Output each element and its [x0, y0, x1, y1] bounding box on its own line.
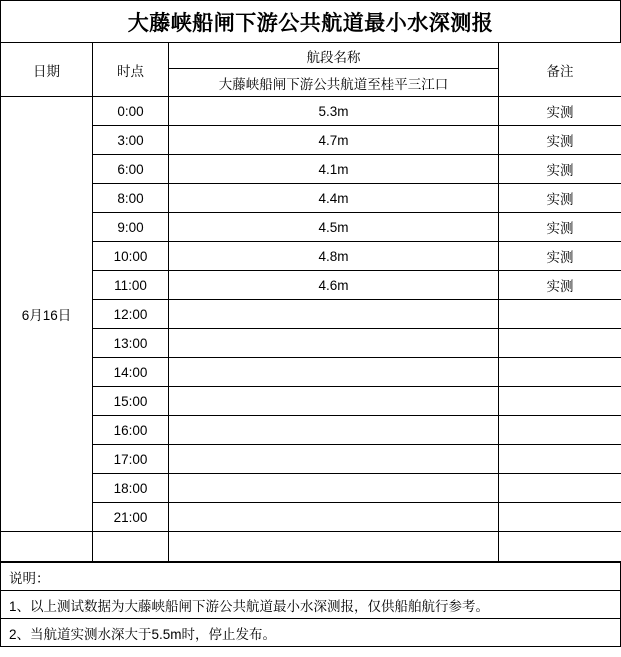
note-cell: 实测: [499, 155, 621, 184]
notes-table: [0, 562, 621, 647]
depth-cell: 4.4m: [169, 184, 499, 213]
column-header-segment-name: 大藤峡船闸下游公共航道至桂平三江口: [169, 69, 499, 97]
spacer-cell-note: [499, 532, 621, 562]
column-header-note: 备注: [499, 43, 621, 97]
table-header-row-1: [1, 43, 621, 69]
time-cell: 15:00: [93, 387, 169, 416]
depth-cell: [169, 358, 499, 387]
depth-cell: [169, 416, 499, 445]
notes-heading-row: [1, 563, 621, 591]
depth-cell: [169, 300, 499, 329]
table-row: [1, 242, 621, 271]
table-row: [1, 416, 621, 445]
depth-cell: [169, 503, 499, 532]
time-cell: 18:00: [93, 474, 169, 503]
depth-cell: 4.6m: [169, 271, 499, 300]
note-cell: [499, 416, 621, 445]
table-row: [1, 329, 621, 358]
note-cell: [499, 387, 621, 416]
spacer-row: [1, 532, 621, 562]
time-cell: 21:00: [93, 503, 169, 532]
note-cell: [499, 329, 621, 358]
note-cell: 实测: [499, 126, 621, 155]
note-cell: [499, 474, 621, 503]
column-header-date: 日期: [1, 43, 93, 97]
depth-cell: 4.7m: [169, 126, 499, 155]
note-item-1: 1、以上测试数据为大藤峡船闸下游公共航道最小水深测报，仅供船舶航行参考。: [1, 591, 621, 619]
table-row: [1, 358, 621, 387]
note-cell: 实测: [499, 184, 621, 213]
time-cell: 14:00: [93, 358, 169, 387]
column-header-segment-group: 航段名称: [169, 43, 499, 69]
table-row: [1, 97, 621, 126]
depth-cell: [169, 474, 499, 503]
table-row: [1, 300, 621, 329]
time-cell: 17:00: [93, 445, 169, 474]
time-cell: 13:00: [93, 329, 169, 358]
table-row: [1, 445, 621, 474]
depth-cell: 4.5m: [169, 213, 499, 242]
document-title-row: [0, 0, 621, 42]
spacer-cell-time: [93, 532, 169, 562]
water-depth-table: [0, 42, 621, 562]
column-header-time: 时点: [93, 43, 169, 97]
table-row: [1, 271, 621, 300]
note-cell: [499, 445, 621, 474]
notes-heading: 说明：: [1, 563, 621, 591]
time-cell: 3:00: [93, 126, 169, 155]
time-cell: 12:00: [93, 300, 169, 329]
table-row: [1, 213, 621, 242]
note-cell: 实测: [499, 97, 621, 126]
time-cell: 10:00: [93, 242, 169, 271]
note-cell: 实测: [499, 213, 621, 242]
notes-item-row: [1, 619, 621, 647]
spacer-cell-date: [1, 532, 93, 562]
table-row: [1, 155, 621, 184]
spacer-cell-value: [169, 532, 499, 562]
time-cell: 6:00: [93, 155, 169, 184]
notes-item-row: [1, 591, 621, 619]
time-cell: 8:00: [93, 184, 169, 213]
depth-cell: 4.1m: [169, 155, 499, 184]
note-cell: [499, 358, 621, 387]
date-cell: 6月16日: [1, 97, 93, 532]
depth-cell: [169, 445, 499, 474]
time-cell: 16:00: [93, 416, 169, 445]
table-row: [1, 503, 621, 532]
time-cell: 0:00: [93, 97, 169, 126]
depth-cell: 5.3m: [169, 97, 499, 126]
note-cell: 实测: [499, 242, 621, 271]
note-item-2: 2、当航道实测水深大于5.5m时，停止发布。: [1, 619, 621, 647]
depth-cell: 4.8m: [169, 242, 499, 271]
note-cell: [499, 300, 621, 329]
depth-cell: [169, 329, 499, 358]
note-cell: 实测: [499, 271, 621, 300]
table-row: [1, 474, 621, 503]
depth-cell: [169, 387, 499, 416]
page-title: 大藤峡船闸下游公共航道最小水深测报: [127, 11, 494, 35]
table-row: [1, 184, 621, 213]
time-cell: 11:00: [93, 271, 169, 300]
table-row: [1, 126, 621, 155]
time-cell: 9:00: [93, 213, 169, 242]
note-cell: [499, 503, 621, 532]
table-row: [1, 387, 621, 416]
